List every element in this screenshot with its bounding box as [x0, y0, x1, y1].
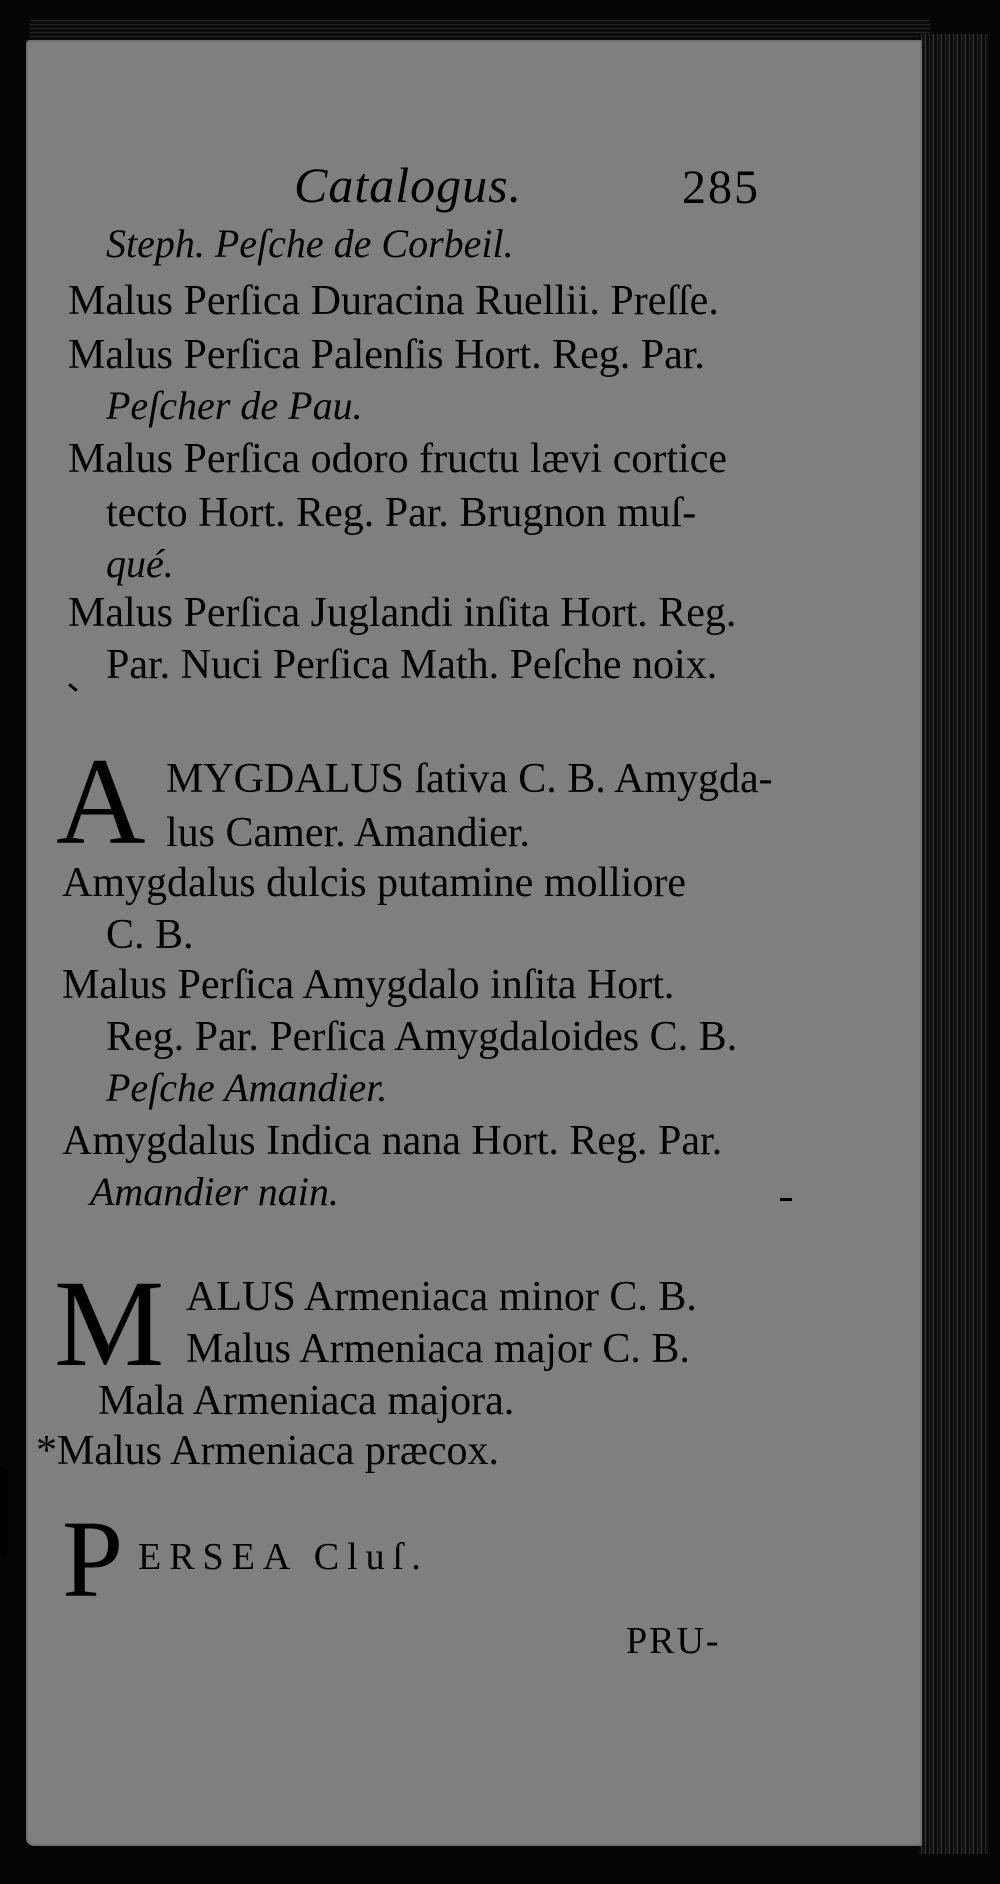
catchword: PRU-	[626, 1620, 721, 1662]
section-heading-line: MYGDALUS ſativa C. B. Amygda-	[166, 756, 773, 802]
entry-line: Malus Perſica Palenſis Hort. Reg. Par.	[68, 332, 705, 378]
print-speck	[780, 1198, 792, 1201]
section-heading-line: ERSEA Cluſ.	[138, 1536, 429, 1578]
running-head: Catalogus.	[294, 157, 523, 213]
entry-line: Steph. Peſche de Corbeil.	[106, 221, 514, 266]
entry-line: Par. Nuci Perſica Math. Peſche noix.	[106, 642, 718, 688]
entry-line: qué.	[106, 541, 174, 586]
drop-cap-p: P	[62, 1498, 124, 1620]
section-heading-line: ALUS Armeniaca minor C. B.	[186, 1274, 697, 1320]
print-speck	[68, 683, 78, 692]
entry-line: C. B.	[106, 912, 194, 958]
entry-line: Malus Armeniaca major C. B.	[186, 1326, 690, 1372]
book-top-edge	[30, 18, 930, 40]
entry-line: Amandier nain.	[90, 1169, 339, 1214]
entry-line: Malus Perſica Juglandi inſita Hort. Reg.	[68, 590, 737, 636]
book-page	[26, 40, 922, 1846]
entry-line: Malus Perſica Duracina Ruellii. Preſſe.	[68, 278, 719, 324]
entry-line: Peſche Amandier.	[106, 1065, 388, 1110]
entry-line: Mala Armeniaca majora.	[98, 1378, 515, 1424]
entry-line: Peſcher de Pau.	[106, 383, 363, 428]
entry-line: Amygdalus dulcis putamine molliore	[62, 860, 687, 906]
entry-line: Malus Perſica Amygdalo inſita Hort.	[62, 962, 675, 1008]
entry-line: lus Camer. Amandier.	[166, 810, 530, 856]
page-number: 285	[682, 161, 760, 214]
drop-cap-m: M	[54, 1255, 165, 1392]
entry-line: tecto Hort. Reg. Par. Brugnon muſ-	[106, 490, 697, 536]
drop-cap-a: A	[56, 733, 146, 870]
book-page-edges	[918, 34, 988, 1854]
entry-line: *Malus Armeniaca præcox.	[36, 1428, 500, 1474]
binding-shadow	[0, 1468, 8, 1558]
entry-line: Reg. Par. Perſica Amygdaloides C. B.	[106, 1014, 738, 1060]
entry-line: Amygdalus Indica nana Hort. Reg. Par.	[62, 1118, 723, 1164]
entry-line: Malus Perſica odoro fructu lævi cortice	[68, 436, 727, 482]
